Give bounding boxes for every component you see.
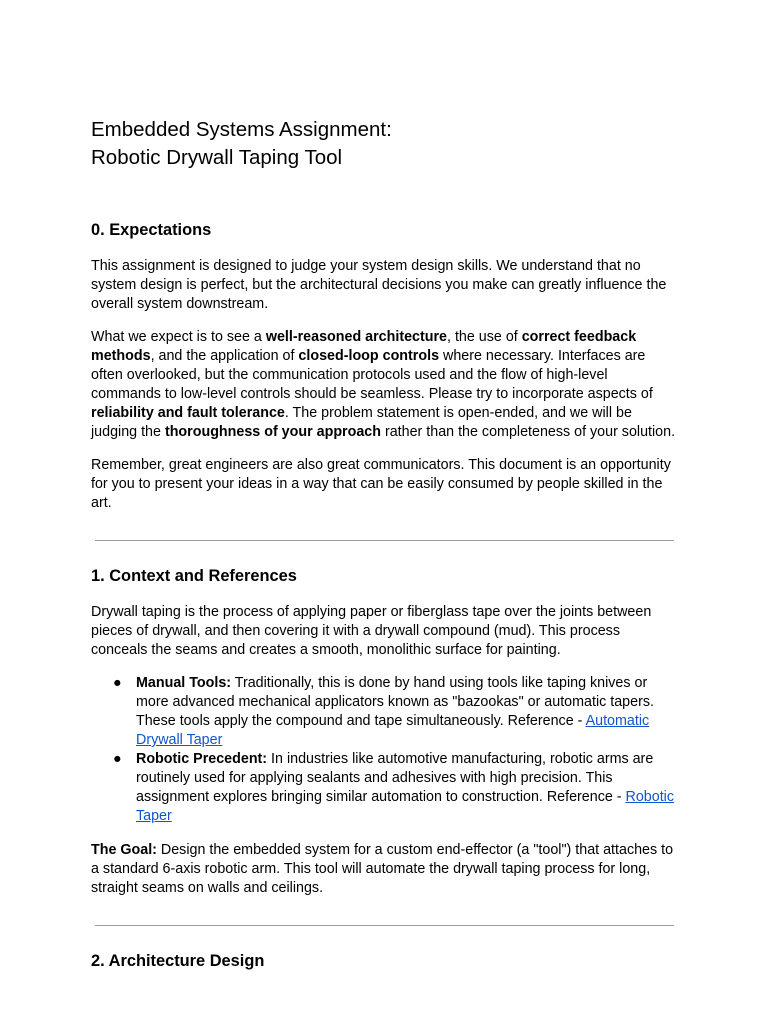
bold-phrase: thoroughness of your approach [164,424,381,440]
context-paragraph-1: Drywall taping is the process of applying paper or fiberglass tape over the joints between pieces of drywall, and then covering it with a drywall compound (mud). This process conceals the seams and creates a smooth, monolithic surface for painting. [91,604,652,658]
list-item [91,674,677,750]
bold-phrase: reliability and fault tolerance [91,405,285,421]
text-run: where necessary. Interfaces are often overlooked, but the communication protocols used and the flow of high-level commands to low-level controls should be seamless. Please try to incorporate aspects of [91,348,653,402]
text-run: , the use of [447,329,522,345]
context-bullet-list [91,674,677,826]
document-title [91,116,677,172]
text-run: rather than the completeness of your solution. [381,424,676,440]
bullet-label: Robotic Precedent: [136,751,268,767]
bold-phrase: well-reasoned architecture [265,329,447,345]
text-run: What we expect is to see a [91,329,266,345]
expectations-paragraph-2 [91,328,677,442]
title-line-2: Robotic Drywall Taping Tool [91,146,343,169]
goal-paragraph [91,841,677,898]
automatic-drywall-taper-link[interactable]: Automatic Drywall Taper [136,713,650,748]
bold-phrase: correct feedback methods [91,329,637,364]
expectations-paragraph-1: This assignment is designed to judge your system design skills. We understand that no system design is perfect, but the architectural decisions you make can greatly influence the overall system downstream. [91,258,667,312]
expectations-paragraph-3: Remember, great engineers are also great communicators. This document is an opportunity for you to present your ideas in a way that can be easily consumed by people skilled in the art. [91,457,671,511]
text-run: , and the application of [150,348,299,364]
section-heading-context: 1. Context and References [91,567,297,585]
goal-text: Design the embedded system for a custom end-effector (a "tool") that attaches to a standard 6-axis robotic arm. This tool will automate the drywall taping process for long, straight seams on walls and ceilings. [91,842,674,896]
section-heading-expectations: 0. Expectations [91,221,212,239]
robotic-taper-link[interactable]: Robotic Taper [136,789,674,824]
bullet-text: Traditionally, this is done by hand using tools like taping knives or more advanced mechanical applicators known as "bazookas" or automatic tapers. These tools apply the compound and tape simultaneously. Reference - [136,675,654,729]
bullet-text: In industries like automotive manufacturing, robotic arms are routinely used for applying sealants and adhesives with high precision. This assignment explores bringing similar automation to construction. Reference - [136,751,654,805]
title-line-1: Embedded Systems Assignment: [91,118,392,141]
bullet-label: Manual Tools: [136,675,232,691]
bullet-icon: ● [113,675,122,691]
text-run: . The problem statement is open-ended, and we will be judging the [91,405,632,440]
section-heading-architecture: 2. Architecture Design [91,952,265,970]
list-item [91,750,677,826]
bullet-icon: ● [113,751,122,767]
goal-label: The Goal: [91,842,157,858]
section-divider [95,925,674,926]
bold-phrase: closed-loop controls [298,348,440,364]
section-divider [95,540,674,541]
